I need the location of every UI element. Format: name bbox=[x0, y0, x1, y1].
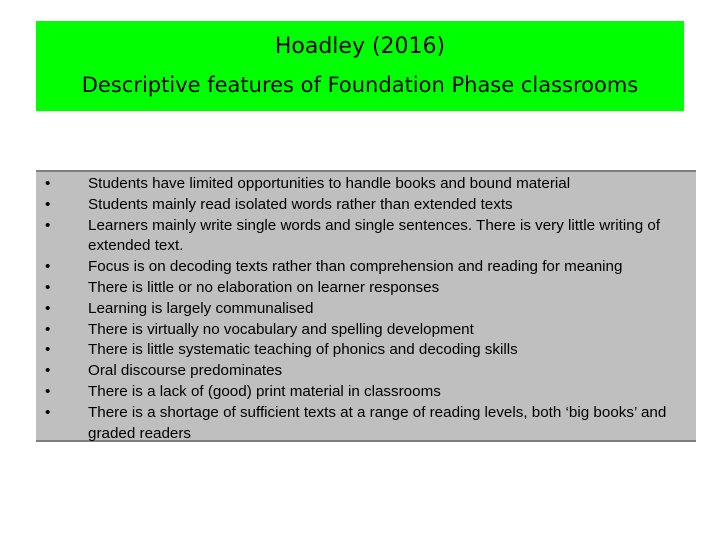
bullet-icon: • bbox=[45, 320, 51, 338]
bullet-icon: • bbox=[45, 382, 51, 400]
list-item-text: Learners mainly write single words and single sentences. There is very little writing of extended text. bbox=[88, 216, 661, 255]
list-item-text: There is little systematic teaching of phonics and decoding skills bbox=[88, 341, 518, 359]
list-item bbox=[36, 257, 696, 278]
bullet-icon: • bbox=[45, 299, 51, 317]
bullet-icon: • bbox=[45, 362, 51, 380]
list-item-text: Students have limited opportunities to handle books and bound material bbox=[88, 175, 571, 192]
features-list bbox=[36, 174, 696, 444]
list-item bbox=[36, 278, 696, 299]
list-item bbox=[36, 361, 696, 382]
list-item bbox=[36, 382, 696, 403]
bullet-icon: • bbox=[45, 175, 51, 192]
list-item bbox=[36, 340, 696, 361]
list-item bbox=[36, 216, 696, 258]
list-item bbox=[36, 403, 696, 445]
list-item bbox=[36, 174, 696, 195]
list-item-text: Focus is on decoding texts rather than comprehension and reading for meaning bbox=[88, 258, 623, 276]
list-item bbox=[36, 320, 696, 341]
list-item-text: There is a shortage of sufficient texts at a range of reading levels, both ‘big books’ and graded readers bbox=[88, 403, 667, 442]
list-item-text: Oral discourse predominates bbox=[88, 362, 283, 380]
features-panel bbox=[36, 170, 696, 442]
list-item-text: There is little or no elaboration on learner responses bbox=[88, 278, 440, 296]
list-item-text: There is a lack of (good) print material in classrooms bbox=[88, 382, 441, 400]
bullet-icon: • bbox=[45, 341, 51, 359]
bullet-icon: • bbox=[45, 278, 51, 296]
bullet-icon: • bbox=[45, 216, 51, 234]
bullet-icon: • bbox=[45, 258, 51, 276]
slide-subtitle: Descriptive features of Foundation Phase classrooms bbox=[81, 73, 639, 97]
bullet-icon: • bbox=[45, 195, 51, 213]
list-item-text: Learning is largely communalised bbox=[88, 299, 314, 317]
list-item bbox=[36, 195, 696, 216]
slide-title: Hoadley (2016) bbox=[274, 34, 446, 59]
bullet-icon: • bbox=[45, 403, 51, 421]
title-banner bbox=[36, 21, 684, 111]
list-item bbox=[36, 299, 696, 320]
list-item-text: There is virtually no vocabulary and spelling development bbox=[88, 320, 474, 338]
list-item-text: Students mainly read isolated words rather than extended texts bbox=[88, 195, 513, 213]
